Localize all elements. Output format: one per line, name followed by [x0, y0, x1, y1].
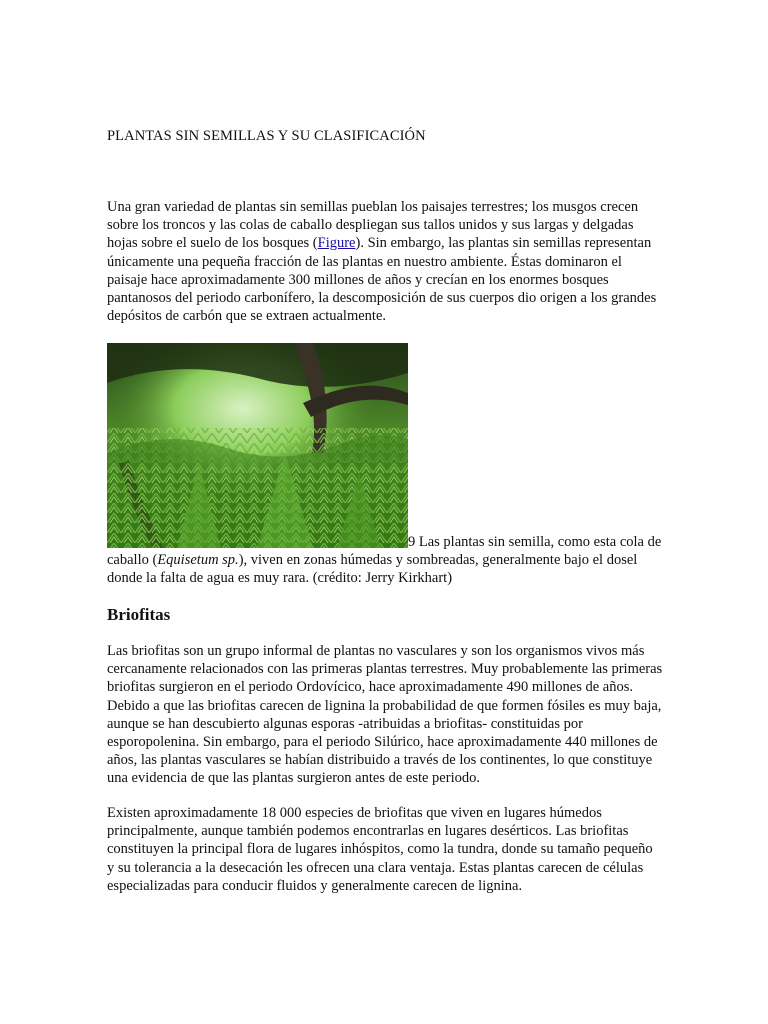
intro-text-start: Una gran variedad de plantas sin semillas pueblan los paisajes terrestres; los musgos crecen sobre los troncos y las colas de caballo despliegan sus tallos unidos y sus largas y delgadas hojas sobre el suelo de los bosques (: [107, 199, 639, 252]
body-paragraph: Las briofitas son un grupo informal de plantas no vasculares y son los organismos vivos más cercanamente relacionados con las primeras plantas terrestres. Muy probablemente las primeras briofitas surgieron en el periodo Ordovícico, hace aproximadamente 490 millones de años. Debido a que las briofitas carecen de lignina la probabilidad de que formen fósiles es muy baja, aunque se han descubierto algunas esporas -atribuidas a briofitas- constituidas por esporopolenina. Sin embargo, para el periodo Silúrico, hace aproximadamente 440 millones de años, las plantas vasculares se habían distribuido a través de los continentes, lo que constituye una evidencia de que las plantas surgieron antes de este periodo.: [107, 643, 663, 787]
intro-paragraph: [107, 198, 663, 325]
figure-caption: [107, 533, 663, 588]
document-title: PLANTAS SIN SEMILLAS Y SU CLASIFICACIÓN: [107, 128, 426, 144]
caption-text-start: 9 Las plantas sin semilla, como esta cola de caballo (: [107, 534, 662, 569]
horsetail-photo: [107, 343, 408, 548]
figure: [107, 343, 663, 587]
caption-text-end: ), viven en zonas húmedas y sombreadas, generalmente bajo el dosel donde la falta de agua es muy rara. (crédito: Jerry Kirkhart): [107, 552, 638, 587]
caption-species: Equisetum sp.: [157, 552, 239, 569]
figure-link[interactable]: Figure: [317, 235, 356, 252]
intro-text-end: ). Sin embargo, las plantas sin semillas representan únicamente una pequeña fracción de las plantas en nuestro ambiente. Éstas dominaron el paisaje hace aproximadamente 300 millones de años y crecían en los enormes bosques pantanosos del periodo carbonífero, la descomposición de sus cuerpos dio origen a los grandes depósitos de carbón que se extraen actualmente.: [107, 235, 657, 325]
body-paragraph: Existen aproximadamente 18 000 especies de briofitas que viven en lugares húmedos principalmente, aunque también podemos encontrarlas en lugares desérticos. Las briofitas constituyen la principal flora de lugares inhóspitos, como la tundra, donde su tamaño pequeño y su tolerancia a la desecación les ofrecen una clara ventaja. Estas plantas carecen de células especializadas para conducir fluidos y generalmente carecen de lignina.: [107, 805, 653, 894]
section-heading: Briofitas: [107, 605, 171, 624]
